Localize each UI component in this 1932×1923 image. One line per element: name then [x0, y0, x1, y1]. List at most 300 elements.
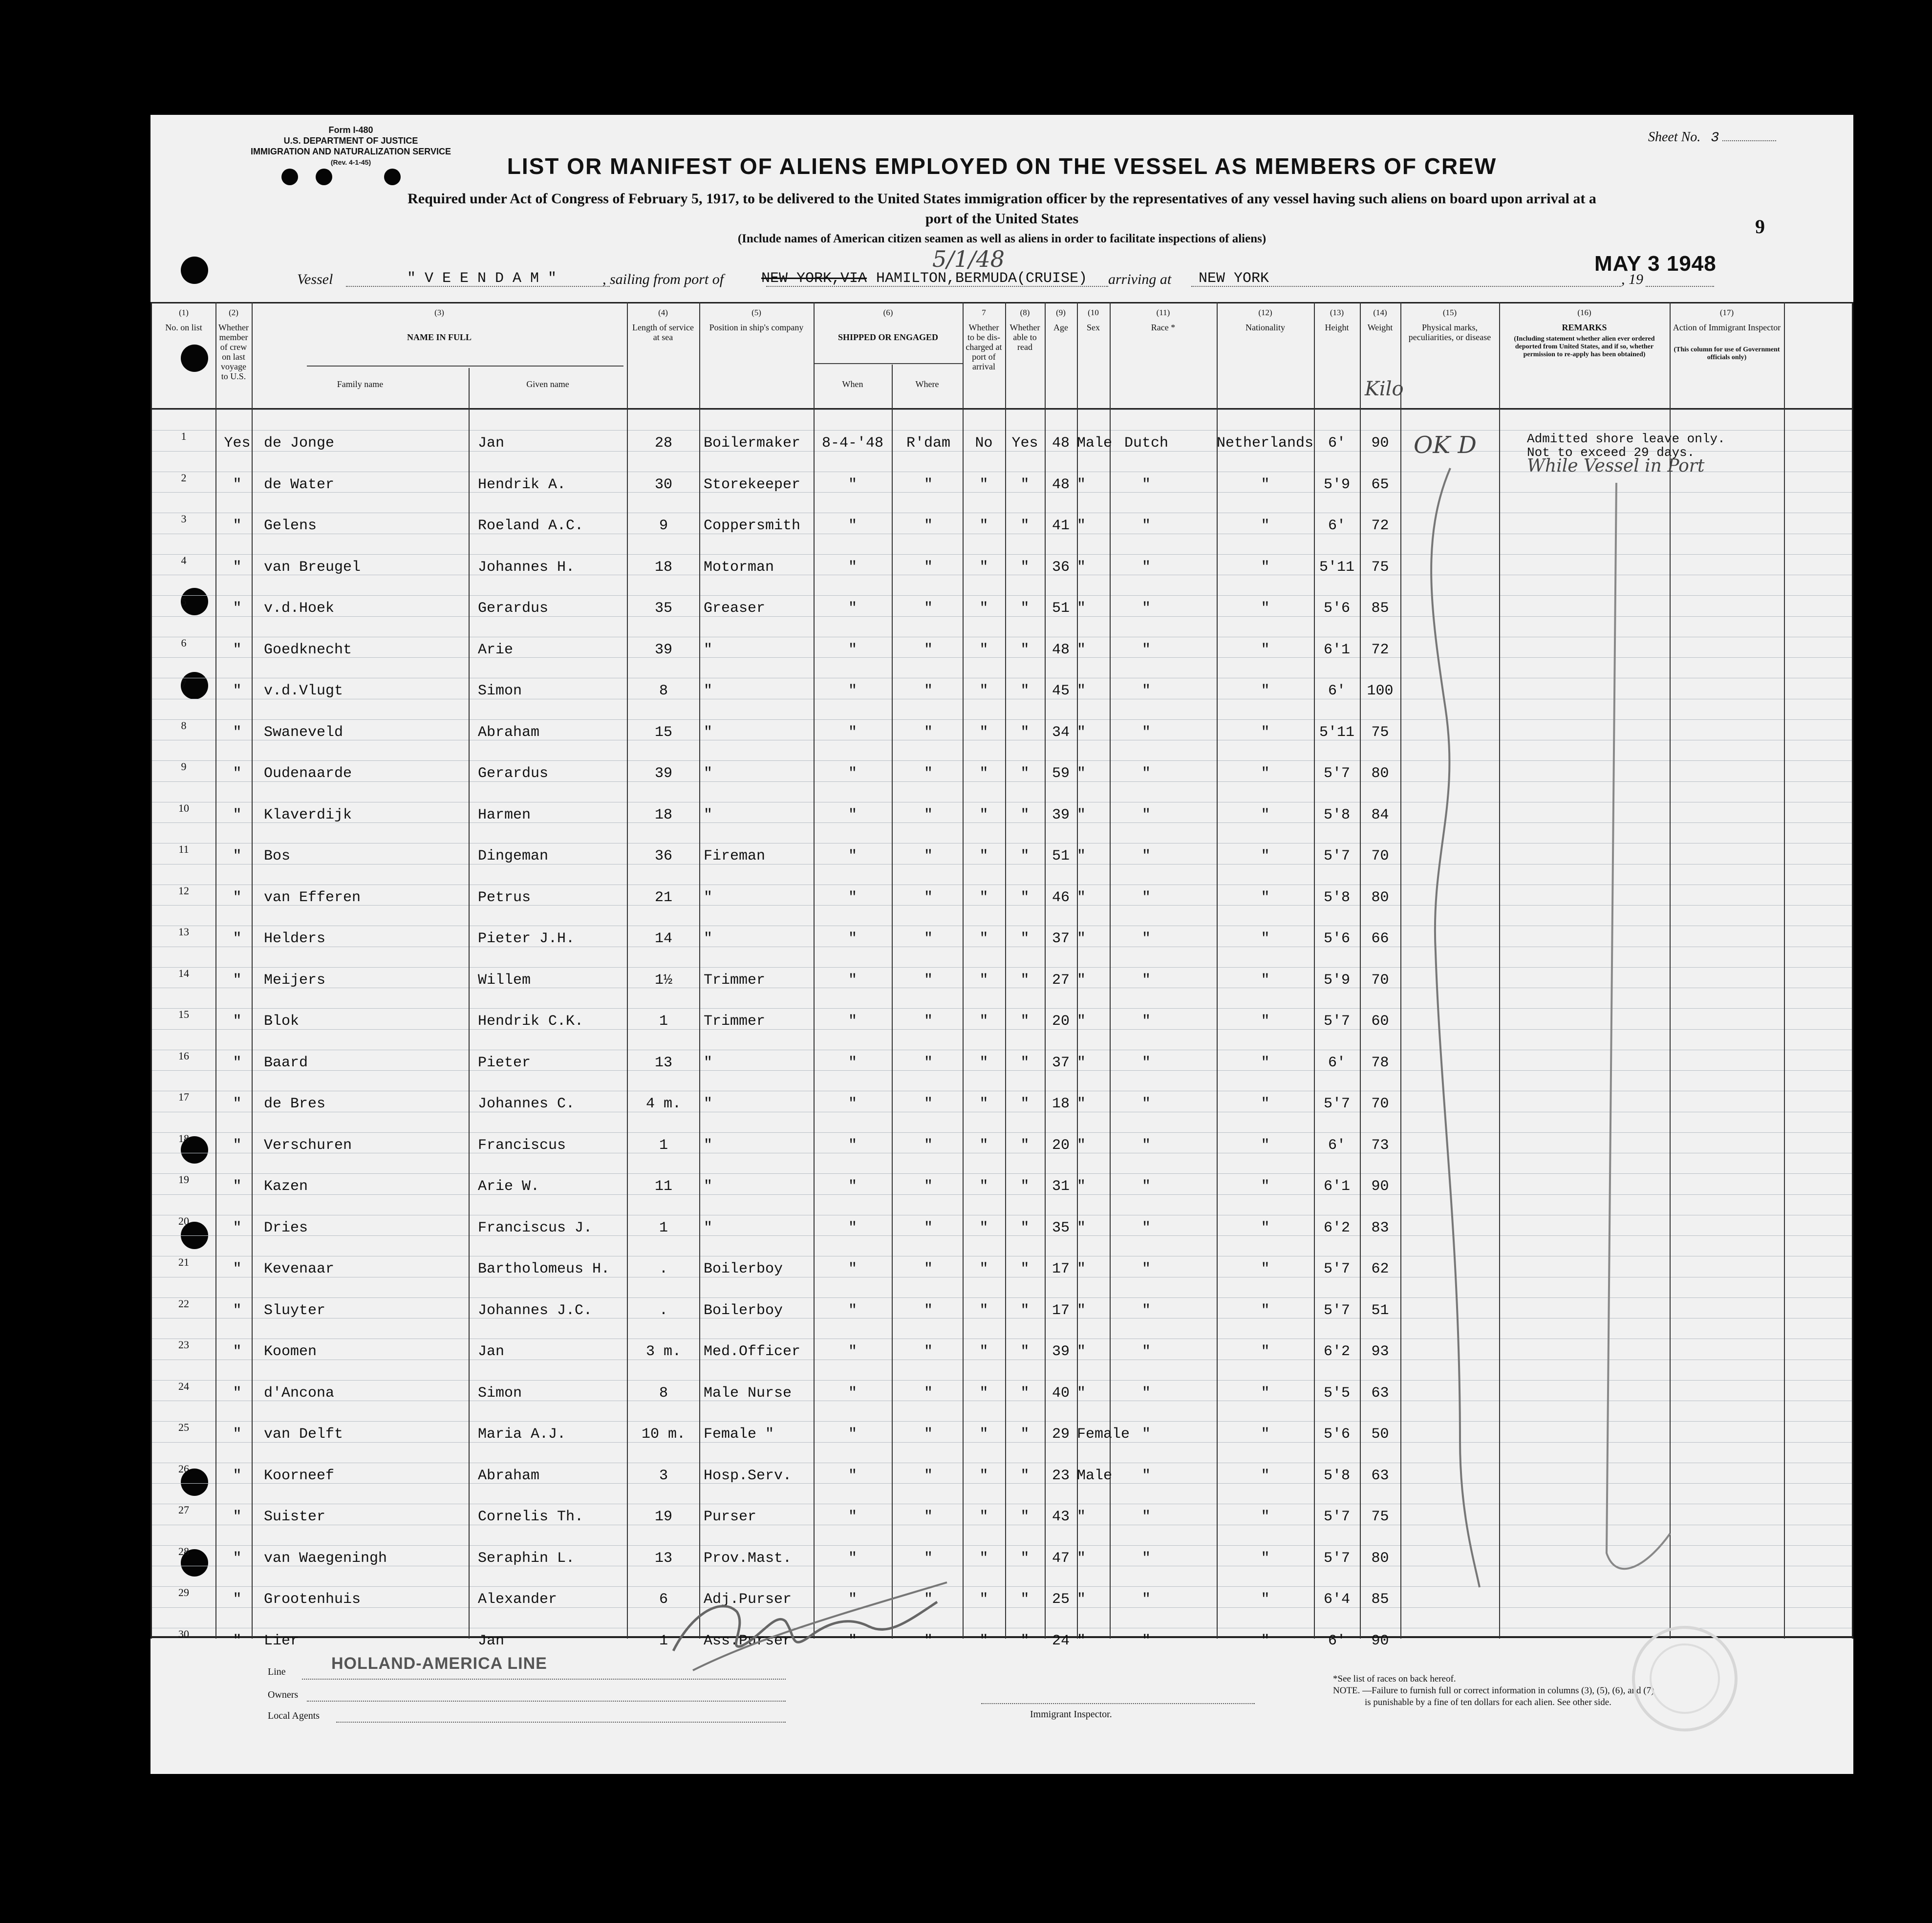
- cell-disch: ": [979, 1261, 988, 1277]
- cell-weight: 83: [1371, 1219, 1389, 1236]
- cell-weight: 80: [1371, 1550, 1389, 1567]
- cell-position: Boilerboy: [704, 1302, 783, 1319]
- cell-weight: 72: [1371, 518, 1389, 534]
- cell-when: ": [848, 1013, 857, 1030]
- row-number: 8: [181, 719, 187, 732]
- row-number: 5: [181, 595, 187, 607]
- cell-sex: ": [1077, 1261, 1086, 1277]
- cell-service: 19: [654, 1509, 672, 1525]
- column-note: (Including statement whether alien ever ordered deported from United States, and if so, whether permission to re-apply has been obtained): [1514, 335, 1655, 358]
- cell-sex: ": [1077, 1509, 1086, 1525]
- cell-race: ": [1141, 518, 1151, 534]
- cell-sex: Male: [1077, 1467, 1113, 1484]
- cell-prev: ": [233, 476, 242, 493]
- cell-where: ": [923, 641, 933, 658]
- cell-weight: 90: [1371, 1632, 1389, 1649]
- cell-disch: ": [979, 683, 988, 699]
- cell-disch: ": [979, 1467, 988, 1484]
- cell-disch: ": [979, 930, 988, 947]
- cell-service: 3: [659, 1467, 668, 1484]
- cell-nat: ": [1261, 1302, 1270, 1319]
- cell-given: Maria A.J.: [478, 1426, 566, 1443]
- cell-height: 5'7: [1323, 1509, 1350, 1525]
- bracket-mark-remarks: [1597, 478, 1675, 1602]
- cell-age: 37: [1052, 1054, 1070, 1071]
- cell-when: ": [848, 641, 857, 658]
- cell-weight: 72: [1371, 641, 1389, 658]
- cell-height: 5'11: [1319, 724, 1354, 741]
- cell-position: ": [704, 641, 713, 658]
- cell-weight: 100: [1367, 683, 1394, 699]
- column-header: SHIPPED OR ENGAGED: [837, 332, 939, 342]
- cell-where: ": [923, 1426, 933, 1443]
- sailing-label: , sailing from port of: [602, 271, 724, 287]
- cell-family: Koorneef: [264, 1467, 335, 1484]
- cell-weight: 70: [1371, 1096, 1389, 1112]
- cell-read: ": [1020, 1467, 1030, 1484]
- cell-when: ": [848, 1426, 857, 1443]
- cell-family: van Efferen: [264, 889, 361, 906]
- cell-when: ": [848, 1509, 857, 1525]
- cell-height: 5'7: [1323, 765, 1350, 782]
- column-number: (3): [434, 308, 444, 317]
- cell-weight: 75: [1371, 1509, 1389, 1525]
- cell-prev: ": [233, 1219, 242, 1236]
- cell-where: ": [923, 1054, 933, 1071]
- cell-where: ": [923, 600, 933, 617]
- cell-family: de Jonge: [264, 435, 335, 452]
- cell-family: Goedknecht: [264, 641, 352, 658]
- cell-disch: ": [979, 1054, 988, 1071]
- cell-family: Lier: [264, 1632, 300, 1649]
- cell-sex: ": [1077, 1219, 1086, 1236]
- cell-given: Arie: [478, 641, 514, 658]
- cell-age: 27: [1052, 972, 1070, 989]
- signature: [664, 1553, 957, 1680]
- cell-where: R'dam: [906, 435, 950, 452]
- cell-family: v.d.Vlugt: [264, 683, 343, 699]
- column-subheader: When: [842, 379, 863, 389]
- cell-position: ": [704, 1096, 713, 1112]
- cell-age: 46: [1052, 889, 1070, 906]
- cell-position: Storekeeper: [704, 476, 801, 493]
- punch-hole: [181, 257, 208, 284]
- cell-height: 6': [1328, 518, 1346, 534]
- column-subheader: Where: [915, 379, 939, 389]
- form-number: Form I-480: [328, 125, 373, 135]
- column-header: Whether member of crew on last voyage to U.S.: [218, 323, 249, 381]
- cell-read: ": [1020, 848, 1030, 864]
- cell-prev: ": [233, 1096, 242, 1112]
- row-number: 15: [178, 1008, 189, 1020]
- row-number: 25: [178, 1421, 189, 1433]
- column-header: Physical marks, peculiarities, or disease: [1408, 323, 1491, 342]
- cell-disch: ": [979, 1632, 988, 1649]
- column-header: Whether to be dis-charged at port of arrival: [966, 323, 1002, 371]
- column-header: Length of service at sea: [632, 323, 694, 342]
- cell-family: Bos: [264, 848, 291, 864]
- cell-sex: ": [1077, 559, 1086, 576]
- cell-sex: ": [1077, 1591, 1086, 1608]
- cell-nat: ": [1261, 518, 1270, 534]
- cell-nat: ": [1261, 889, 1270, 906]
- cell-prev: ": [233, 972, 242, 989]
- cell-sex: Male: [1077, 435, 1113, 452]
- form-subtitle-1: Required under Act of Congress of February 5, 1917, to be delivered to the United States immigration officer by the representatives of any vessel having such aliens on board upon arrival at a: [408, 191, 1596, 207]
- cell-nat: ": [1261, 724, 1270, 741]
- cell-service: 13: [654, 1054, 672, 1071]
- cell-race: ": [1141, 1219, 1151, 1236]
- cell-given: Hendrik A.: [478, 476, 566, 493]
- cell-sex: ": [1077, 765, 1086, 782]
- cell-where: ": [923, 889, 933, 906]
- cell-disch: ": [979, 1426, 988, 1443]
- cell-nat: ": [1261, 1384, 1270, 1402]
- arriving-label: arriving at: [1108, 271, 1172, 287]
- cell-read: ": [1020, 1384, 1030, 1402]
- cell-where: ": [923, 1137, 933, 1154]
- cell-where: ": [923, 1509, 933, 1525]
- cell-sex: ": [1077, 641, 1086, 658]
- cell-service: 35: [654, 600, 672, 617]
- cell-sex: ": [1077, 1343, 1086, 1360]
- cell-family: Kevenaar: [264, 1261, 335, 1277]
- cell-given: Simon: [478, 683, 522, 699]
- cell-disch: ": [979, 1096, 988, 1112]
- cell-race: ": [1141, 559, 1151, 576]
- cell-race: ": [1141, 1467, 1151, 1484]
- cell-nat: ": [1261, 641, 1270, 658]
- cell-family: d'Ancona: [264, 1384, 335, 1402]
- cell-disch: ": [979, 972, 988, 989]
- column-header: Height: [1325, 323, 1349, 332]
- cell-where: ": [923, 1591, 933, 1608]
- cell-sex: ": [1077, 1632, 1086, 1649]
- remarks-typed-1: Admitted shore leave only.: [1527, 432, 1725, 446]
- cell-position: Med.Officer: [704, 1343, 801, 1360]
- cell-weight: 80: [1371, 889, 1389, 906]
- cell-age: 39: [1052, 806, 1070, 823]
- column-header: Nationality: [1245, 323, 1285, 332]
- cell-prev: ": [233, 1343, 242, 1360]
- department: U.S. DEPARTMENT OF JUSTICE: [283, 136, 418, 146]
- cell-nat: ": [1261, 1550, 1270, 1567]
- ruled-line: [152, 430, 1852, 431]
- cell-weight: 85: [1371, 600, 1389, 617]
- cell-family: v.d.Hoek: [264, 600, 335, 617]
- cell-prev: ": [233, 1302, 242, 1319]
- cell-race: ": [1141, 476, 1151, 493]
- cell-age: 31: [1052, 1178, 1070, 1195]
- cell-read: ": [1020, 1054, 1030, 1071]
- cell-when: ": [848, 889, 857, 906]
- cell-service: 39: [654, 765, 672, 782]
- cell-weight: 70: [1371, 848, 1389, 864]
- cell-position: ": [704, 889, 713, 906]
- cell-given: Willem: [478, 972, 531, 989]
- cell-race: ": [1141, 765, 1151, 782]
- cell-when: ": [848, 1591, 857, 1608]
- cell-age: 59: [1052, 765, 1070, 782]
- cell-service: 1: [659, 1013, 668, 1030]
- line-stamp: HOLLAND-AMERICA LINE: [331, 1654, 547, 1673]
- column-number: (8): [1020, 308, 1030, 317]
- revision: (Rev. 4-1-45): [330, 158, 371, 166]
- cell-service: 28: [654, 435, 672, 452]
- row-number: 20: [178, 1214, 189, 1227]
- cell-age: 40: [1052, 1384, 1070, 1402]
- cell-given: Franciscus J.: [478, 1219, 593, 1236]
- cell-sex: ": [1077, 1137, 1086, 1154]
- cell-nat: ": [1261, 559, 1270, 576]
- cell-read: ": [1020, 1096, 1030, 1112]
- cell-read: ": [1020, 1426, 1030, 1443]
- cell-service: .: [659, 1302, 668, 1319]
- cell-position: Prov.Mast.: [704, 1550, 792, 1567]
- cell-prev: Yes: [224, 435, 251, 452]
- cell-sex: ": [1077, 1550, 1086, 1567]
- cell-where: ": [923, 1219, 933, 1236]
- port-struck-through: NEW YORK,VIA: [761, 270, 867, 287]
- cell-nat: ": [1261, 1137, 1270, 1154]
- cell-where: ": [923, 1096, 933, 1112]
- cell-prev: ": [233, 683, 242, 699]
- cell-nat: ": [1261, 930, 1270, 947]
- cell-race: ": [1141, 1096, 1151, 1112]
- cell-where: ": [923, 1343, 933, 1360]
- cell-read: ": [1020, 1632, 1030, 1649]
- cell-age: 34: [1052, 724, 1070, 741]
- row-number: 10: [178, 801, 189, 814]
- cell-prev: ": [233, 1178, 242, 1195]
- cell-when: ": [848, 1302, 857, 1319]
- column-header: Whether able to read: [1009, 323, 1040, 352]
- cell-given: Abraham: [478, 1467, 540, 1484]
- cell-age: 48: [1052, 641, 1070, 658]
- cell-service: 3 m.: [645, 1343, 681, 1360]
- cell-position: Adj.Purser: [704, 1591, 792, 1608]
- cell-sex: ": [1077, 518, 1086, 534]
- cell-position: Fireman: [704, 848, 766, 864]
- cell-age: 47: [1052, 1550, 1070, 1567]
- cell-when: ": [848, 600, 857, 617]
- cell-sex: ": [1077, 724, 1086, 741]
- cell-where: ": [923, 476, 933, 493]
- cell-where: ": [923, 683, 933, 699]
- cell-height: 5'9: [1323, 476, 1350, 493]
- cell-where: ": [923, 1302, 933, 1319]
- cell-weight: 66: [1371, 930, 1389, 947]
- cell-disch: ": [979, 806, 988, 823]
- cell-given: Simon: [478, 1384, 522, 1402]
- cell-height: 6': [1328, 683, 1346, 699]
- cell-prev: ": [233, 765, 242, 782]
- cell-nat: ": [1261, 1261, 1270, 1277]
- cell-service: 15: [654, 724, 672, 741]
- cell-weight: 84: [1371, 806, 1389, 823]
- cell-service: 11: [654, 1178, 672, 1195]
- agents-label: Local Agents: [268, 1710, 320, 1721]
- cell-where: ": [923, 1178, 933, 1195]
- cell-height: 5'7: [1323, 1550, 1350, 1567]
- cell-age: 51: [1052, 848, 1070, 864]
- cell-disch: ": [979, 1302, 988, 1319]
- cell-nat: ": [1261, 1343, 1270, 1360]
- cell-prev: ": [233, 1384, 242, 1402]
- cell-weight: 80: [1371, 765, 1389, 782]
- row-number: 9: [181, 760, 187, 773]
- cell-prev: ": [233, 1509, 242, 1525]
- cell-prev: ": [233, 559, 242, 576]
- cell-service: 10 m.: [641, 1426, 686, 1443]
- cell-age: 17: [1052, 1302, 1070, 1319]
- cell-sex: ": [1077, 600, 1086, 617]
- cell-position: Boilermaker: [704, 435, 801, 452]
- row-number: 28: [178, 1545, 189, 1557]
- cell-sex: ": [1077, 1013, 1086, 1030]
- cell-where: ": [923, 1261, 933, 1277]
- cell-disch: ": [979, 724, 988, 741]
- cell-prev: ": [233, 930, 242, 947]
- cell-weight: 60: [1371, 1013, 1389, 1030]
- cell-disch: ": [979, 600, 988, 617]
- row-number: 29: [178, 1586, 189, 1599]
- cell-read: ": [1020, 559, 1030, 576]
- column-header: Age: [1053, 323, 1068, 332]
- column-header: No. on list: [165, 323, 202, 332]
- cell-when: 8-4-'48: [821, 435, 884, 452]
- cell-when: ": [848, 559, 857, 576]
- column-number: (17): [1719, 308, 1734, 317]
- cell-height: 6': [1328, 1137, 1346, 1154]
- cell-when: ": [848, 765, 857, 782]
- date-stamp: MAY 3 1948: [1594, 252, 1717, 276]
- cell-prev: ": [233, 600, 242, 617]
- cell-read: ": [1020, 1591, 1030, 1608]
- row-number: 19: [178, 1173, 189, 1186]
- column-number: (12): [1258, 308, 1272, 317]
- row-number: 2: [181, 471, 187, 484]
- cell-family: Helders: [264, 930, 326, 947]
- cell-race: ": [1141, 1302, 1151, 1319]
- cell-height: 5'7: [1323, 1261, 1350, 1277]
- cell-nat: ": [1261, 1178, 1270, 1195]
- cell-age: 41: [1052, 518, 1070, 534]
- cell-where: ": [923, 765, 933, 782]
- cell-when: ": [848, 1343, 857, 1360]
- cell-prev: ": [233, 1054, 242, 1071]
- cell-height: 5'6: [1323, 930, 1350, 947]
- cell-age: 29: [1052, 1426, 1070, 1443]
- cell-sex: ": [1077, 930, 1086, 947]
- cell-read: ": [1020, 972, 1030, 989]
- table-row: [150, 1627, 1853, 1652]
- row-number: 23: [178, 1339, 189, 1351]
- bracket-mark-physical: [1401, 463, 1499, 1597]
- cell-position: Female ": [704, 1426, 774, 1443]
- cell-race: ": [1141, 1509, 1151, 1525]
- cell-nat: Netherlands: [1217, 435, 1314, 452]
- cell-prev: ": [233, 806, 242, 823]
- row-number: 18: [178, 1132, 189, 1145]
- cell-position: Purser: [704, 1509, 757, 1525]
- cell-family: Oudenaarde: [264, 765, 352, 782]
- cell-family: Swaneveld: [264, 724, 343, 741]
- cell-sex: ": [1077, 476, 1086, 493]
- form-title: LIST OR MANIFEST OF ALIENS EMPLOYED ON THE VESSEL AS MEMBERS OF CREW: [507, 153, 1497, 179]
- cell-position: ": [704, 1137, 713, 1154]
- cell-prev: ": [233, 1261, 242, 1277]
- cell-age: 18: [1052, 1096, 1070, 1112]
- cell-family: Klaverdijk: [264, 806, 352, 823]
- cell-position: ": [704, 1178, 713, 1195]
- physical-marks-handwritten: OK D: [1414, 432, 1477, 459]
- line-label: Line: [268, 1666, 286, 1677]
- cell-disch: ": [979, 765, 988, 782]
- column-header: Race *: [1151, 323, 1176, 332]
- cell-sex: ": [1077, 848, 1086, 864]
- cell-where: ": [923, 848, 933, 864]
- row-number: 1: [181, 430, 187, 442]
- cell-given: Pieter J.H.: [478, 930, 575, 947]
- cell-disch: ": [979, 1591, 988, 1608]
- cell-service: 4 m.: [645, 1096, 681, 1112]
- cell-prev: ": [233, 1426, 242, 1443]
- cell-weight: 90: [1371, 1178, 1389, 1195]
- cell-nat: ": [1261, 1591, 1270, 1608]
- cell-position: Trimmer: [704, 972, 766, 989]
- handwritten-date: 5/1/48: [932, 246, 1005, 272]
- cell-age: 20: [1052, 1137, 1070, 1154]
- cell-nat: ": [1261, 476, 1270, 493]
- cell-height: 6'1: [1323, 1178, 1350, 1195]
- cell-height: 6'4: [1323, 1591, 1350, 1608]
- column-number: (14): [1373, 308, 1387, 317]
- cell-read: ": [1020, 1550, 1030, 1567]
- cell-read: ": [1020, 476, 1030, 493]
- cell-race: ": [1141, 1384, 1151, 1402]
- cell-disch: ": [979, 848, 988, 864]
- cell-when: ": [848, 972, 857, 989]
- cell-where: ": [923, 972, 933, 989]
- column-number: (15): [1442, 308, 1457, 317]
- row-number: 26: [178, 1462, 189, 1475]
- cell-family: Suister: [264, 1509, 326, 1525]
- cell-nat: ": [1261, 1467, 1270, 1484]
- row-number: 16: [178, 1049, 189, 1062]
- cell-when: ": [848, 1261, 857, 1277]
- cell-service: 36: [654, 848, 672, 864]
- cell-family: Kazen: [264, 1178, 308, 1195]
- cell-race: ": [1141, 1261, 1151, 1277]
- cell-race: ": [1141, 1178, 1151, 1195]
- cell-sex: ": [1077, 1054, 1086, 1071]
- cell-prev: ": [233, 724, 242, 741]
- cell-where: ": [923, 724, 933, 741]
- row-number: 11: [178, 843, 189, 855]
- cell-height: 5'8: [1323, 1467, 1350, 1484]
- cell-sex: ": [1077, 683, 1086, 699]
- cell-given: Johannes C.: [478, 1096, 575, 1112]
- cell-nat: ": [1261, 848, 1270, 864]
- cell-height: 6': [1328, 1632, 1346, 1649]
- row-number: 21: [178, 1256, 189, 1268]
- cell-height: 5'5: [1323, 1384, 1350, 1402]
- cell-position: Male Nurse: [704, 1384, 792, 1402]
- cell-prev: ": [233, 889, 242, 906]
- row-number: 3: [181, 513, 187, 525]
- cell-disch: ": [979, 1013, 988, 1030]
